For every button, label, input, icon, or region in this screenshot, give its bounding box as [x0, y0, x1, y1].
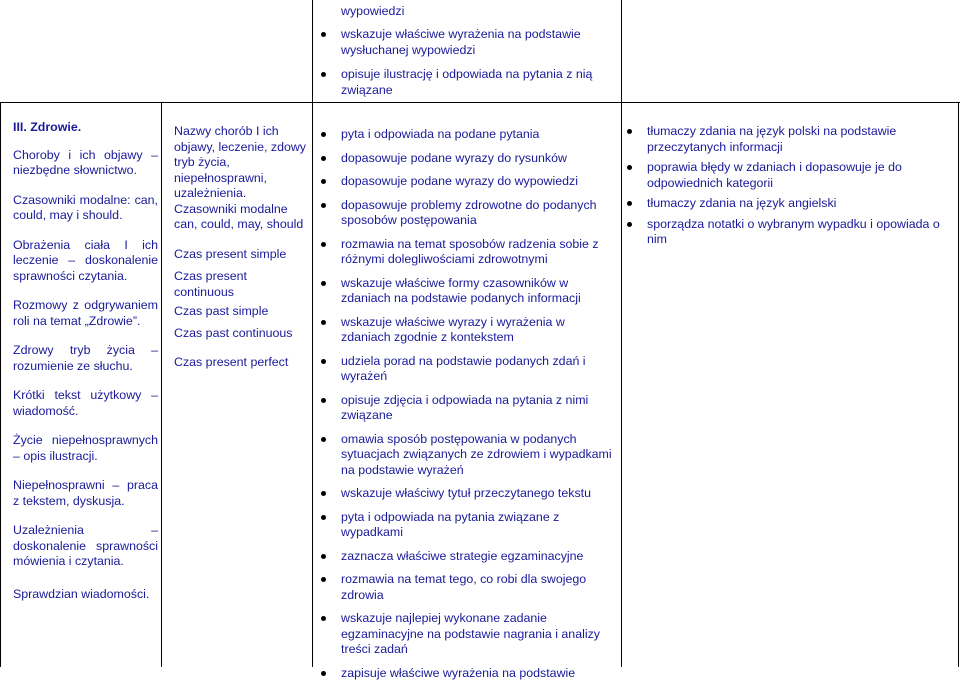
upper-skill-item: opisuje ilustrację i odpowiada na pytania z nią związane	[341, 67, 611, 98]
modal-verbs-text: Czasowniki modalne can, could, may, should	[174, 201, 304, 231]
table-border-left	[0, 102, 1, 667]
skill-item: rozmawia na temat tego, co robi dla swojego zdrowia	[341, 572, 617, 603]
topic-item: Uzależnienia – doskonalenie sprawności mówienia i czytania.	[13, 523, 158, 568]
topic-item: Choroby i ich objawy – niezbędne słownictwo.	[13, 147, 158, 177]
skills-column	[341, 127, 617, 689]
table-border-upper-left	[312, 0, 313, 103]
skill-item: zaznacza właściwe strategie egzaminacyjne	[341, 549, 617, 565]
topic-item: Życie niepełnosprawnych – opis ilustracji.	[13, 433, 158, 463]
tense-item: Czas past simple	[174, 304, 269, 318]
skills-list	[341, 127, 617, 681]
topic-item: Niepełnosprawni – praca z tekstem, dyskusja.	[13, 478, 158, 508]
extended-skill-item: tłumaczy zdania na język angielski	[647, 196, 949, 212]
extended-skill-item: tłumaczy zdania na język polski na podstawie przeczytanych informacji	[647, 124, 949, 155]
skill-item: dopasowuje podane wyrazy do rysunków	[341, 151, 617, 167]
skill-item: udziela porad na podstawie podanych zdań i wyrażeń	[341, 354, 617, 385]
skill-item: wskazuje właściwe formy czasowników w zdaniach na podstawie podanych informacji	[341, 276, 617, 307]
topic-item: Rozmowy z odgrywaniem roli na temat „Zdrowie”.	[13, 298, 158, 328]
tense-item-perfect: Czas present perfect	[174, 355, 289, 369]
upper-cell-text: wypowiedzi	[341, 4, 405, 18]
tense-item: Czas present simple	[174, 246, 287, 261]
skill-item: dopasowuje podane wyrazy do wypowiedzi	[341, 174, 617, 190]
skill-item: pyta i odpowiada na pytania związane z wypadkami	[341, 510, 617, 541]
extended-skills-column	[647, 124, 949, 253]
tense-item: Czas past continuous	[174, 325, 293, 340]
table-column-divider-1	[161, 102, 162, 667]
upper-skill-list	[341, 27, 611, 107]
topic-item: Sprawdzian wiadomości.	[13, 586, 150, 601]
table-border-right	[958, 102, 959, 667]
table-border-upper-right	[621, 0, 622, 103]
topic-item: Obrażenia ciała I ich leczenie – doskonalenie sprawności czytania.	[13, 237, 158, 283]
skill-item: dopasowuje problemy zdrowotne do podanych sposobów postępowania	[341, 198, 617, 229]
topic-item: Zdrowy tryb życia – rozumienie ze słuchu.	[13, 343, 158, 373]
skill-item: wskazuje najlepiej wykonane zadanie egzaminacyjne na podstawie nagrania i analizy treści zadań	[341, 611, 617, 658]
section-title: III. Zdrowie.	[13, 120, 82, 134]
extended-skill-item: poprawia błędy w zdaniach i dopasowuje je do odpowiednich kategorii	[647, 160, 949, 191]
extended-skill-item: sporządza notatki o wybranym wypadku i opowiada o nim	[647, 217, 949, 248]
skill-item: wskazuje właściwe wyrazy i wyrażenia w zdaniach zgodnie z kontekstem	[341, 315, 617, 346]
skill-item: omawia sposób postępowania w podanych sytuacjach związanych ze zdrowiem i wypadkami na podstawie wyrażeń	[341, 432, 617, 479]
upper-skill-item: wskazuje właściwe wyrażenia na podstawie wysłuchanej wypowiedzi	[341, 27, 611, 58]
skill-item: opisuje zdjęcia i odpowiada na pytania z nimi związane	[341, 393, 617, 424]
vocabulary-text: Nazwy chorób I ich objawy, leczenie, zdowy tryb życia, niepełnosprawni, uzależnienia.	[174, 124, 307, 200]
extended-skills-list	[647, 124, 949, 248]
skill-item: rozmawia na temat sposobów radzenia sobie z różnymi dolegliwościami zdrowotnymi	[341, 237, 617, 268]
table-column-divider-3	[621, 102, 622, 667]
topics-column	[13, 120, 158, 616]
skill-item: pyta i odpowiada na podane pytania	[341, 127, 617, 143]
topic-item: Krótki tekst użytkowy – wiadomość.	[13, 388, 158, 418]
tense-item: Czas present continuous	[174, 269, 248, 299]
language-content-column	[174, 124, 306, 371]
table-column-divider-2	[312, 102, 313, 667]
topic-item: Czasowniki modalne: can, could, may i should.	[13, 192, 158, 222]
skill-item: wskazuje właściwy tytuł przeczytanego tekstu	[341, 486, 617, 502]
skill-item: zapisuje właściwe wyrażenia na podstawie	[341, 666, 617, 682]
